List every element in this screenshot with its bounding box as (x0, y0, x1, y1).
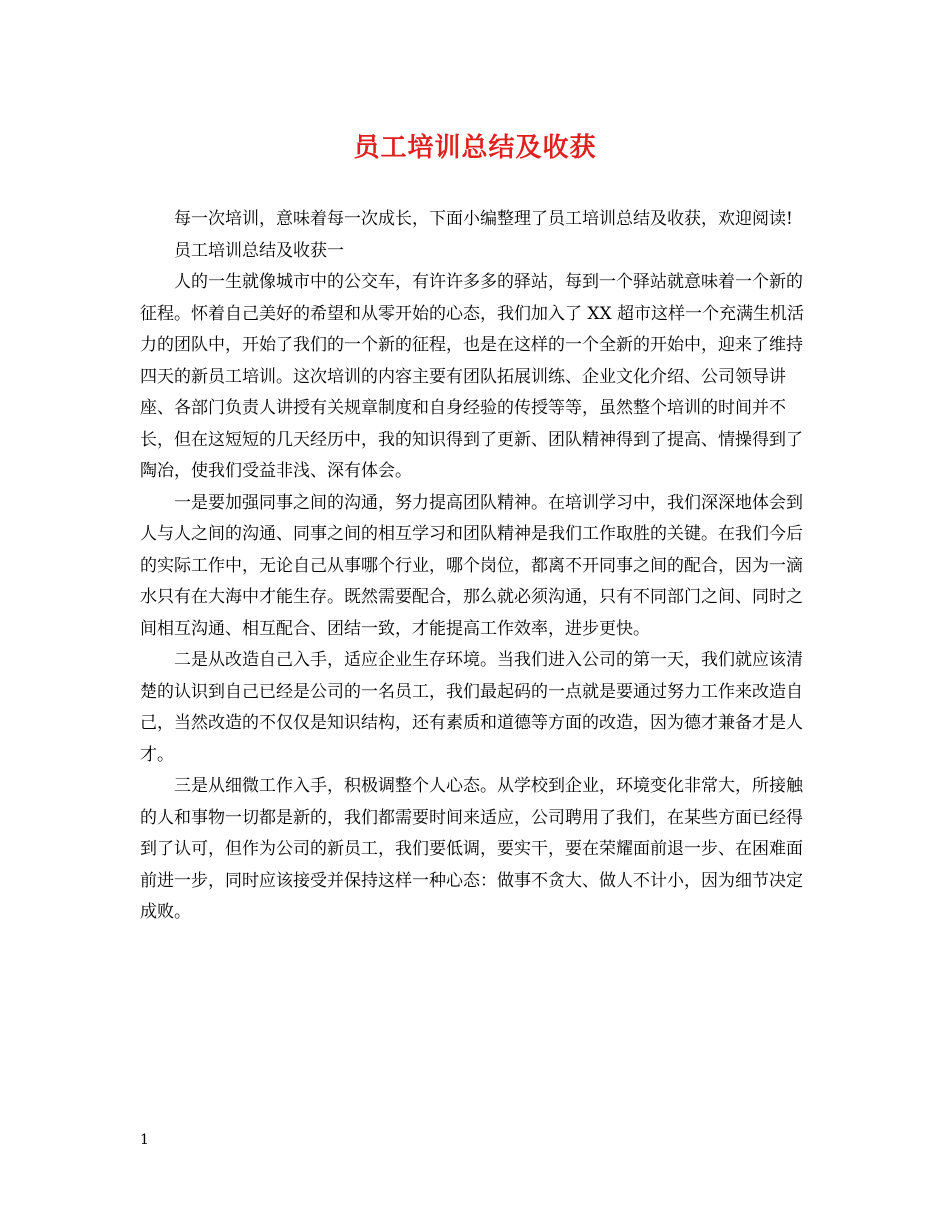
section-heading: 员工培训总结及收获一 (174, 240, 344, 261)
intro-paragraph: 每一次培训，意味着每一次成长，下面小编整理了员工培训总结及收获，欢迎阅读! (174, 209, 793, 229)
body-paragraph: 三是从细微工作入手，积极调整个人心态。从学校到企业，环境变化非常大，所接触的人和事物一切都是新的，我们都需要时间来适应，公司聘用了我们，在某些方面已经得到了认可，但作为公司的新员工，我们要低调，要实干，要在荣耀面前退一步、在困难面前进一步，同时应该接受并保持这样一种心态：做事不贪大、做人不计小，因为细节决定成败。 (140, 776, 803, 922)
body-paragraph: 二是从改造自己入手，适应企业生存环境。当我们进入公司的第一天，我们就应该清楚的认识到自己已经是公司的一名员工，我们最起码的一点就是要通过努力工作来改造自己，当然改造的不仅仅是知识结构，还有素质和道德等方面的改造，因为德才兼备才是人才。 (140, 650, 803, 765)
body-paragraph: 一是要加强同事之间的沟通，努力提高团队精神。在培训学习中，我们深深地体会到人与人之间的沟通、同事之间的相互学习和团队精神是我们工作取胜的关键。在我们今后的实际工作中，无论自己从事哪个行业，哪个岗位，都离不开同事之间的配合，因为一滴水只有在大海中才能生存。既然需要配合，那么就必须沟通，只有不同部门之间、同时之间相互沟通、相互配合、团结一致，才能提高工作效率，进步更快。 (140, 492, 803, 639)
body-paragraph: 人的一生就像城市中的公交车，有许许多多的驿站，每到一个驿站就意味着一个新的征程。怀着自己美好的希望和从零开始的心态，我们加入了 XX 超市这样一个充满生机活力的团队中，开始了我们的一个新的征程，也是在这样的一个全新的开始中，迎来了维持四天的新员工培训。这次培训的内容主要有团队拓展训练、企业文化介绍、公司领导讲座、各部门负责人讲授有关规章制度和自身经验的传授等等，虽然整个培训的时间并不长，但在这短短的几天经历中，我的知识得到了更新、团队精神得到了提高、情操得到了陶冶，使我们受益非浅、深有体会。 (140, 272, 805, 481)
document-body (140, 204, 812, 929)
document-title: 员工培训总结及收获 (353, 133, 597, 163)
page-number: 1 (140, 1132, 149, 1148)
